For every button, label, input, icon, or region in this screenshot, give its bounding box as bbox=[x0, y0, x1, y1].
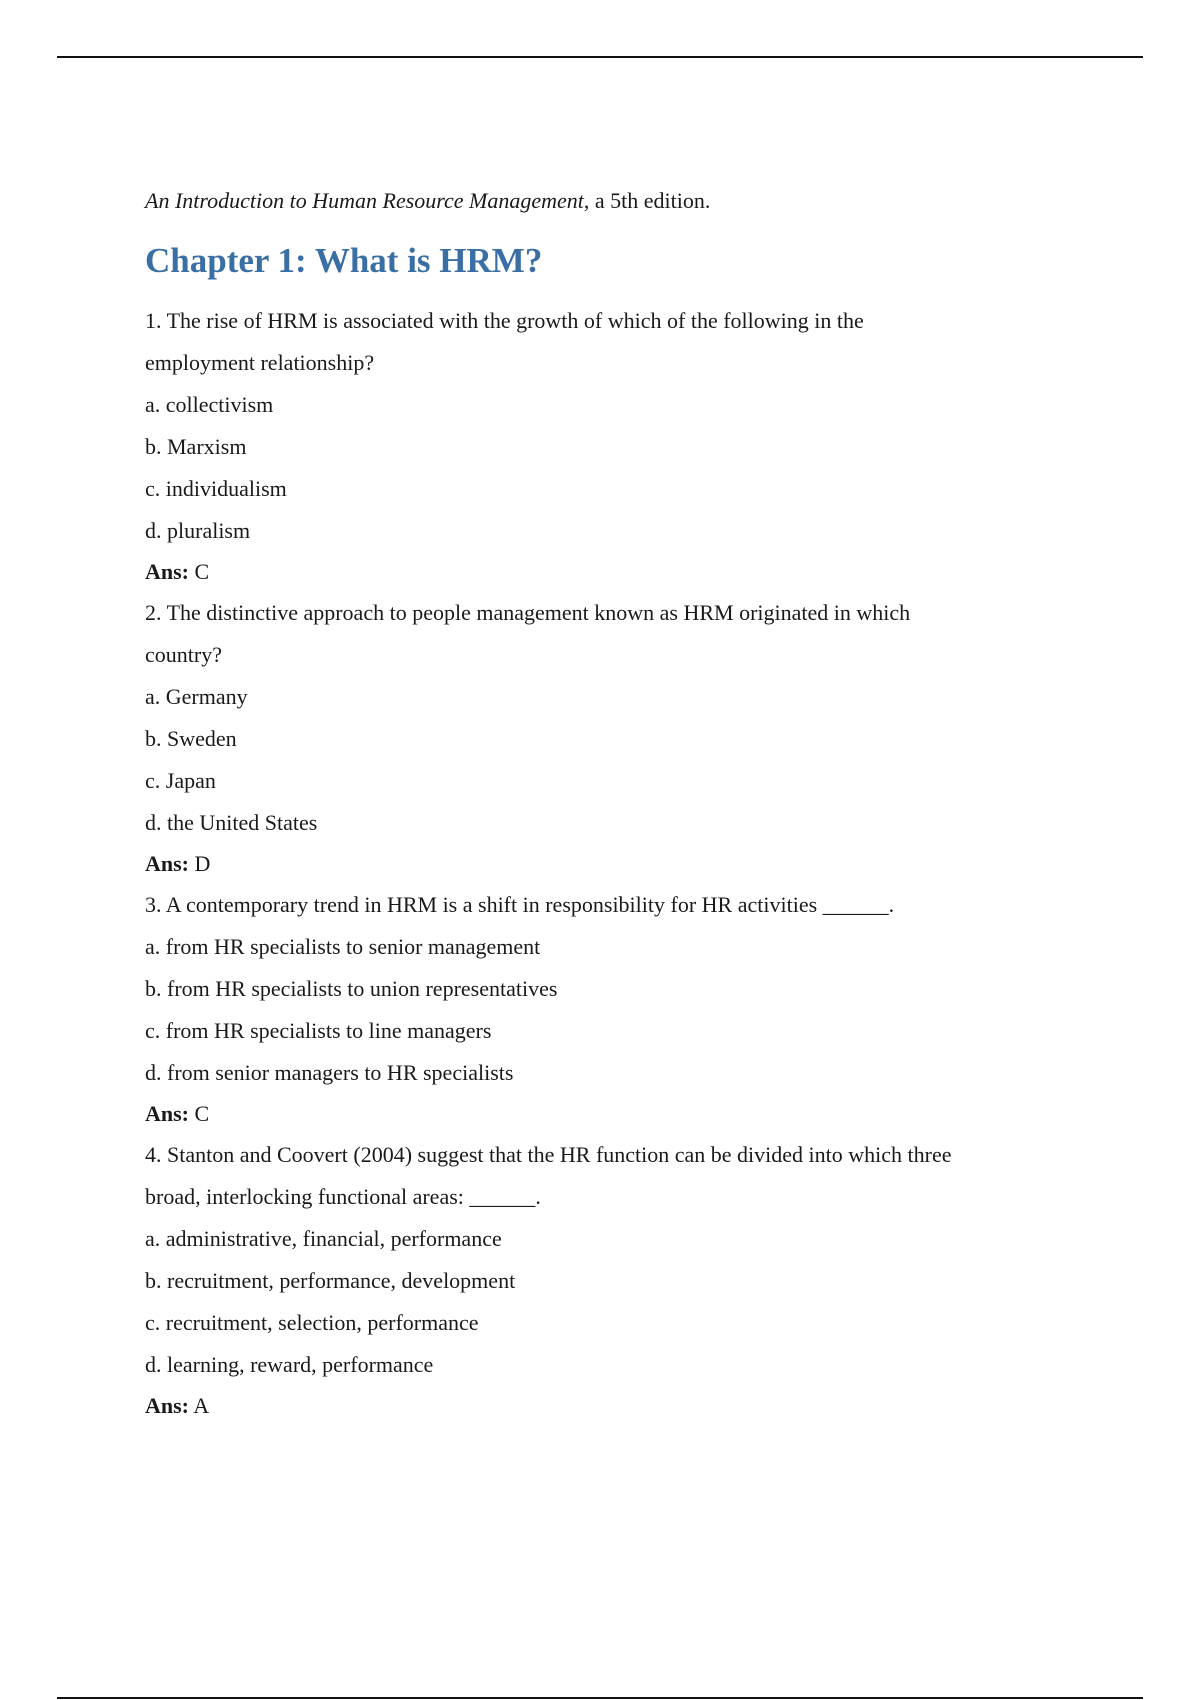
answer-value: C bbox=[189, 559, 210, 584]
answer bbox=[145, 1094, 1045, 1134]
question-text-continued: broad, interlocking functional areas: ______. bbox=[145, 1184, 541, 1209]
chapter-title: Chapter 1: What is HRM? bbox=[145, 241, 543, 280]
question-4 bbox=[145, 1134, 1045, 1426]
option-c: c. recruitment, selection, performance bbox=[145, 1310, 479, 1335]
top-rule bbox=[57, 56, 1143, 58]
option-c: c. individualism bbox=[145, 476, 287, 501]
answer bbox=[145, 552, 1045, 592]
answer-label: Ans: bbox=[145, 1101, 190, 1126]
answer-value: A bbox=[189, 1393, 210, 1418]
option-d: d. pluralism bbox=[145, 518, 251, 543]
book-edition: , a 5th edition. bbox=[583, 188, 711, 213]
answer-value: C bbox=[189, 1101, 210, 1126]
option-d: d. the United States bbox=[145, 810, 318, 835]
option-c: c. Japan bbox=[145, 768, 216, 793]
answer-value: D bbox=[189, 851, 211, 876]
bottom-rule bbox=[57, 1697, 1143, 1699]
option-a: a. from HR specialists to senior management bbox=[145, 934, 541, 959]
answer-label: Ans: bbox=[145, 851, 190, 876]
question-text-continued: country? bbox=[145, 642, 222, 667]
option-a: a. collectivism bbox=[145, 392, 274, 417]
option-b: b. recruitment, performance, development bbox=[145, 1268, 516, 1293]
document-body bbox=[145, 180, 1045, 1426]
question-text: 2. The distinctive approach to people management known as HRM originated in which bbox=[145, 600, 911, 625]
question-text: 3. A contemporary trend in HRM is a shift in responsibility for HR activities ______. bbox=[145, 892, 895, 917]
option-d: d. from senior managers to HR specialists bbox=[145, 1060, 514, 1085]
answer bbox=[145, 844, 1045, 884]
option-a: a. administrative, financial, performance bbox=[145, 1226, 502, 1251]
option-b: b. Marxism bbox=[145, 434, 247, 459]
question-text: 4. Stanton and Coovert (2004) suggest that the HR function can be divided into which three bbox=[145, 1142, 952, 1167]
option-a: a. Germany bbox=[145, 684, 248, 709]
answer-label: Ans: bbox=[145, 559, 190, 584]
book-reference bbox=[145, 180, 1045, 222]
option-b: b. Sweden bbox=[145, 726, 237, 751]
option-b: b. from HR specialists to union representatives bbox=[145, 976, 558, 1001]
question-text-continued: employment relationship? bbox=[145, 350, 375, 375]
question-2 bbox=[145, 592, 1045, 884]
answer bbox=[145, 1386, 1045, 1426]
question-text: 1. The rise of HRM is associated with the growth of which of the following in the bbox=[145, 308, 864, 333]
option-d: d. learning, reward, performance bbox=[145, 1352, 434, 1377]
answer-label: Ans: bbox=[145, 1393, 190, 1418]
question-1 bbox=[145, 300, 1045, 592]
question-3 bbox=[145, 884, 1045, 1134]
book-title: An Introduction to Human Resource Management bbox=[145, 188, 584, 213]
option-c: c. from HR specialists to line managers bbox=[145, 1018, 492, 1043]
